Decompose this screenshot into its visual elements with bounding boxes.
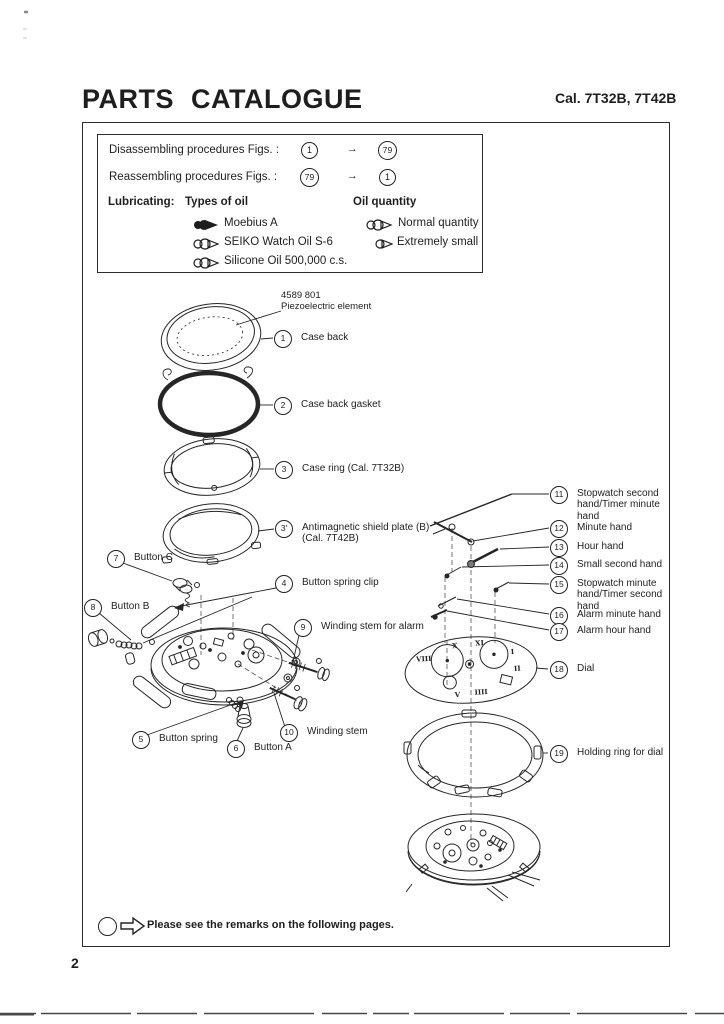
part-name: Piezoelectric element — [281, 301, 372, 313]
part-callout-19 — [550, 745, 663, 763]
case-ring-drawing — [161, 432, 263, 500]
arrow-icon: → — [346, 143, 358, 155]
piezoelectric-annotation — [281, 290, 371, 312]
callout-number-circle: 5 — [132, 731, 150, 749]
reassembling-label: Reassembling procedures Figs. : — [109, 171, 278, 183]
part-callout-8 — [84, 599, 149, 617]
callout-number-circle: 16 — [550, 607, 568, 625]
remarks-note: Please see the remarks on the following pages. — [147, 919, 394, 931]
lubricating-label: Lubricating: — [108, 196, 175, 208]
fig-number-circle: 1 — [379, 169, 396, 186]
callout-number-circle: 3' — [275, 520, 293, 538]
callout-number-circle: 17 — [550, 623, 568, 641]
remarks-arrow-icon — [121, 918, 144, 934]
part-label: Stopwatch minute hand/Timer second hand — [577, 578, 663, 612]
shield-plate-drawing — [157, 499, 262, 569]
callout-number-circle: 3 — [275, 461, 293, 479]
callout-number-circle: 11 — [550, 486, 568, 504]
part-label: Winding stem — [307, 726, 368, 737]
callout-number-circle: 6 — [227, 740, 245, 758]
arrow-icon: → — [346, 170, 358, 182]
part-callout-18 — [550, 661, 594, 679]
part-label: Holding ring for dial — [577, 747, 664, 758]
dial-numeral: II — [513, 663, 521, 673]
part-label: Case back — [301, 332, 349, 343]
oil-type-name: Silicone Oil 500,000 c.s. — [224, 255, 348, 267]
fig-number-circle: 79 — [300, 168, 319, 187]
part-label: Stopwatch second hand/Timer minute hand — [577, 488, 660, 522]
part-label: Alarm minute hand — [577, 609, 661, 620]
dial-numeral: V — [454, 689, 461, 700]
callout-number-circle: 19 — [550, 745, 568, 763]
part-label: Case ring (Cal. 7T32B) — [302, 463, 405, 474]
callout-number-circle: 1 — [274, 330, 292, 348]
fig-number-circle: 1 — [301, 142, 318, 159]
callout-number-circle: 4 — [275, 575, 293, 593]
types-of-oil-label: Types of oil — [185, 196, 249, 208]
part-callout-12 — [550, 520, 632, 538]
part-callout-1 — [274, 330, 348, 348]
callout-number-circle: 13 — [550, 539, 568, 557]
page-number: 2 — [71, 955, 79, 971]
dial-numeral: X — [451, 640, 459, 651]
part-callout-17 — [550, 623, 651, 641]
movement-drawing — [406, 814, 540, 901]
part-label: Minute hand — [577, 522, 633, 533]
part-label: Button A — [254, 742, 292, 753]
part-callout-14 — [550, 557, 662, 575]
callout-number-circle: 12 — [550, 520, 568, 538]
oil-type-name: SEIKO Watch Oil S-6 — [224, 236, 333, 248]
dial-numeral: IIII — [474, 686, 488, 697]
dial-numeral: VIII — [415, 653, 432, 664]
winding-stem-drawing — [266, 676, 312, 713]
part-label: Button C — [134, 552, 173, 563]
disassembling-label: Disassembling procedures Figs. : — [109, 144, 280, 156]
oil-quantity-label: Oil quantity — [353, 196, 417, 208]
callout-number-circle: 8 — [84, 599, 102, 617]
part-callout-6 — [227, 740, 292, 758]
part-callout-7 — [107, 550, 173, 568]
part-callout-5 — [132, 731, 218, 749]
part-callout-2 — [274, 397, 381, 415]
oil-quantity-name: Normal quantity — [398, 217, 479, 229]
page-title: PARTS CATALOGUE — [82, 84, 363, 114]
part-number: 4589 801 — [281, 290, 321, 301]
part-callout-11 — [550, 486, 674, 522]
callout-number-circle: 10 — [280, 724, 298, 742]
holding-ring-drawing — [404, 710, 543, 797]
callout-number-circle: 18 — [550, 661, 568, 679]
part-label: Button spring clip — [302, 577, 379, 588]
callout-number-circle: 7 — [107, 550, 125, 568]
oil-small-icon — [375, 238, 394, 250]
remarks-circle-icon — [98, 917, 117, 936]
info-box — [97, 134, 483, 273]
callout-number-circle: 9 — [294, 619, 312, 637]
scan-marks — [23, 12, 28, 38]
case-back-drawing — [157, 297, 265, 376]
part-callout-10 — [280, 724, 368, 742]
callout-number-circle: 2 — [274, 397, 292, 415]
caliber-label: Cal. 7T32B, 7T42B — [555, 90, 677, 106]
oil-quantity-name: Extremely small — [397, 236, 479, 248]
oil-filled-icon — [193, 219, 220, 231]
callout-number-circle: 15 — [550, 576, 568, 594]
part-callout-3 — [275, 461, 404, 479]
oil-outline-icon — [193, 238, 220, 250]
dial-numeral: XI — [474, 638, 485, 648]
part-label: Small second hand — [577, 559, 663, 570]
oil-type-name: Moebius A — [224, 217, 278, 229]
case-back-gasket-drawing — [160, 367, 258, 435]
part-label: Hour hand — [577, 541, 624, 552]
fig-number-circle: 79 — [378, 141, 397, 160]
dial-numeral: I — [510, 646, 515, 657]
part-callout-9 — [294, 619, 424, 637]
part-callout-4 — [275, 575, 379, 593]
part-label: Button spring — [159, 733, 218, 744]
bottom-scan-line — [0, 1014, 724, 1015]
part-label: Antimagnetic shield plate (B) (Cal. 7T42B) — [302, 522, 430, 545]
part-callout-3-prime — [275, 520, 452, 545]
button-b-drawing — [87, 628, 142, 649]
button-c-drawing — [173, 579, 200, 608]
part-label: Alarm hour hand — [577, 625, 651, 636]
callout-number-circle: 14 — [550, 557, 568, 575]
part-label: Dial — [577, 663, 595, 674]
part-label: Case back gasket — [301, 399, 381, 410]
part-callout-13 — [550, 539, 624, 557]
oil-normal-icon — [366, 219, 393, 231]
part-label: Button B — [111, 601, 150, 612]
oil-outline-icon — [193, 257, 220, 269]
part-label: Winding stem for alarm — [321, 621, 424, 632]
